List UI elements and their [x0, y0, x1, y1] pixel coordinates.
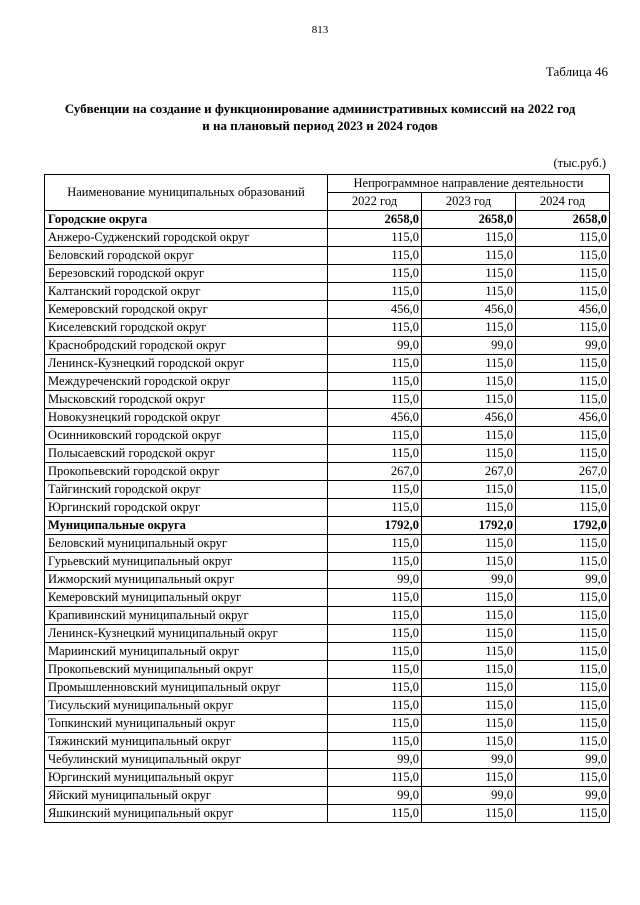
- value-2022: 115,0: [328, 607, 422, 625]
- row-name: Чебулинский муниципальный округ: [45, 751, 328, 769]
- units-label: (тыс.руб.): [553, 156, 606, 170]
- value-2024: 115,0: [516, 643, 610, 661]
- value-2022: 115,0: [328, 499, 422, 517]
- table-row: [45, 751, 610, 769]
- row-name: Прокопьевский муниципальный округ: [45, 661, 328, 679]
- table-row: [45, 733, 610, 751]
- row-name: Калтанский городской округ: [45, 283, 328, 301]
- value-2023: 456,0: [422, 301, 516, 319]
- table-row: [45, 499, 610, 517]
- value-2023: 115,0: [422, 391, 516, 409]
- value-2022: 115,0: [328, 355, 422, 373]
- value-2022: 115,0: [328, 679, 422, 697]
- value-2023: 115,0: [422, 697, 516, 715]
- header-name-column: Наименование муниципальных образований: [45, 175, 328, 211]
- row-name: Тяжинский муниципальный округ: [45, 733, 328, 751]
- value-2022: 115,0: [328, 661, 422, 679]
- value-2024: 1792,0: [516, 517, 610, 535]
- row-name: Тайгинский городской округ: [45, 481, 328, 499]
- value-2024: 115,0: [516, 625, 610, 643]
- value-2022: 115,0: [328, 265, 422, 283]
- value-2024: 99,0: [516, 787, 610, 805]
- value-2024: 115,0: [516, 697, 610, 715]
- value-2023: 115,0: [422, 427, 516, 445]
- value-2022: 456,0: [328, 301, 422, 319]
- row-name: Тисульский муниципальный округ: [45, 697, 328, 715]
- value-2024: 115,0: [516, 265, 610, 283]
- title-line-2: и на плановый период 2023 и 2024 годов: [202, 118, 438, 133]
- table-row: [45, 337, 610, 355]
- value-2023: 115,0: [422, 535, 516, 553]
- value-2023: 115,0: [422, 625, 516, 643]
- value-2022: 115,0: [328, 373, 422, 391]
- value-2024: 115,0: [516, 715, 610, 733]
- value-2022: 99,0: [328, 751, 422, 769]
- value-2024: 115,0: [516, 373, 610, 391]
- table-row: [45, 769, 610, 787]
- value-2022: 115,0: [328, 769, 422, 787]
- row-name: Осинниковский городской округ: [45, 427, 328, 445]
- row-name: Междуреченский городской округ: [45, 373, 328, 391]
- row-name: Мысковский городской округ: [45, 391, 328, 409]
- value-2023: 115,0: [422, 265, 516, 283]
- row-name: Краснобродский городской округ: [45, 337, 328, 355]
- value-2024: 115,0: [516, 661, 610, 679]
- value-2024: 115,0: [516, 319, 610, 337]
- value-2022: 115,0: [328, 715, 422, 733]
- table-row: [45, 535, 610, 553]
- row-name: Беловский муниципальный округ: [45, 535, 328, 553]
- row-name: Юргинский городской округ: [45, 499, 328, 517]
- value-2022: 115,0: [328, 283, 422, 301]
- value-2024: 115,0: [516, 733, 610, 751]
- table-row: [45, 283, 610, 301]
- table-row: [45, 463, 610, 481]
- table-row: [45, 229, 610, 247]
- table-row: [45, 589, 610, 607]
- value-2022: 456,0: [328, 409, 422, 427]
- row-name: Полысаевский городской округ: [45, 445, 328, 463]
- row-name: Мариинский муниципальный округ: [45, 643, 328, 661]
- value-2022: 115,0: [328, 229, 422, 247]
- row-name: Гурьевский муниципальный округ: [45, 553, 328, 571]
- table-row: [45, 697, 610, 715]
- row-name: Крапивинский муниципальный округ: [45, 607, 328, 625]
- value-2024: 115,0: [516, 769, 610, 787]
- value-2023: 115,0: [422, 589, 516, 607]
- value-2024: 115,0: [516, 427, 610, 445]
- table-row: [45, 481, 610, 499]
- value-2022: 115,0: [328, 481, 422, 499]
- value-2024: 456,0: [516, 409, 610, 427]
- value-2023: 267,0: [422, 463, 516, 481]
- value-2023: 115,0: [422, 283, 516, 301]
- page-number: 813: [311, 24, 329, 36]
- value-2024: 115,0: [516, 535, 610, 553]
- row-name: Ижморский муниципальный округ: [45, 571, 328, 589]
- value-2023: 115,0: [422, 319, 516, 337]
- value-2022: 115,0: [328, 589, 422, 607]
- value-2022: 115,0: [328, 805, 422, 823]
- row-name: Ленинск-Кузнецкий городской округ: [45, 355, 328, 373]
- value-2023: 115,0: [422, 373, 516, 391]
- table-row: [45, 787, 610, 805]
- row-name: Прокопьевский городской округ: [45, 463, 328, 481]
- row-name: Новокузнецкий городской округ: [45, 409, 328, 427]
- table-group-row: [45, 517, 610, 535]
- table-row: [45, 247, 610, 265]
- table-group-row: [45, 211, 610, 229]
- value-2023: 115,0: [422, 247, 516, 265]
- value-2024: 115,0: [516, 229, 610, 247]
- table-row: [45, 265, 610, 283]
- table-row: [45, 715, 610, 733]
- table-label: Таблица 46: [545, 64, 608, 79]
- value-2023: 99,0: [422, 787, 516, 805]
- value-2023: 115,0: [422, 445, 516, 463]
- row-name: Березовский городской округ: [45, 265, 328, 283]
- value-2023: 115,0: [422, 229, 516, 247]
- value-2022: 99,0: [328, 571, 422, 589]
- value-2023: 115,0: [422, 679, 516, 697]
- row-name: Кемеровский городской округ: [45, 301, 328, 319]
- value-2022: 115,0: [328, 535, 422, 553]
- table-row: [45, 373, 610, 391]
- value-2023: 115,0: [422, 355, 516, 373]
- row-name: Анжеро-Судженский городской округ: [45, 229, 328, 247]
- value-2024: 115,0: [516, 355, 610, 373]
- value-2023: 115,0: [422, 553, 516, 571]
- value-2023: 456,0: [422, 409, 516, 427]
- value-2022: 1792,0: [328, 517, 422, 535]
- row-name: Топкинский муниципальный округ: [45, 715, 328, 733]
- value-2023: 115,0: [422, 643, 516, 661]
- row-name: Киселевский городской округ: [45, 319, 328, 337]
- value-2023: 115,0: [422, 769, 516, 787]
- value-2023: 2658,0: [422, 211, 516, 229]
- row-name: Яшкинский муниципальный округ: [45, 805, 328, 823]
- value-2024: 99,0: [516, 751, 610, 769]
- value-2022: 115,0: [328, 697, 422, 715]
- value-2024: 267,0: [516, 463, 610, 481]
- value-2024: 115,0: [516, 589, 610, 607]
- row-name: Муниципальные округа: [45, 517, 328, 535]
- table-row: [45, 805, 610, 823]
- header-year-2023: 2023 год: [422, 193, 516, 211]
- row-name: Ленинск-Кузнецкий муниципальный округ: [45, 625, 328, 643]
- value-2024: 115,0: [516, 481, 610, 499]
- header-group-column: Непрограммное направление деятельности: [328, 175, 610, 193]
- value-2022: 115,0: [328, 733, 422, 751]
- value-2023: 1792,0: [422, 517, 516, 535]
- value-2024: 2658,0: [516, 211, 610, 229]
- value-2022: 267,0: [328, 463, 422, 481]
- value-2024: 115,0: [516, 553, 610, 571]
- value-2023: 115,0: [422, 715, 516, 733]
- table-row: [45, 319, 610, 337]
- value-2022: 115,0: [328, 391, 422, 409]
- table-row: [45, 445, 610, 463]
- table-row: [45, 643, 610, 661]
- table-row: [45, 661, 610, 679]
- header-year-2024: 2024 год: [516, 193, 610, 211]
- value-2022: 115,0: [328, 445, 422, 463]
- table-title: [0, 100, 640, 134]
- table-row: [45, 427, 610, 445]
- table-row: [45, 301, 610, 319]
- table-row: [45, 679, 610, 697]
- table-row: [45, 355, 610, 373]
- value-2022: 115,0: [328, 319, 422, 337]
- table-row: [45, 571, 610, 589]
- value-2022: 115,0: [328, 625, 422, 643]
- value-2023: 115,0: [422, 661, 516, 679]
- value-2024: 115,0: [516, 445, 610, 463]
- value-2024: 115,0: [516, 805, 610, 823]
- value-2022: 2658,0: [328, 211, 422, 229]
- value-2024: 115,0: [516, 391, 610, 409]
- value-2024: 99,0: [516, 337, 610, 355]
- value-2022: 115,0: [328, 427, 422, 445]
- value-2023: 115,0: [422, 733, 516, 751]
- value-2022: 99,0: [328, 337, 422, 355]
- value-2023: 99,0: [422, 571, 516, 589]
- value-2024: 115,0: [516, 679, 610, 697]
- table-row: [45, 409, 610, 427]
- value-2024: 456,0: [516, 301, 610, 319]
- table-row: [45, 625, 610, 643]
- table-body: [45, 211, 610, 823]
- row-name: Промышленновский муниципальный округ: [45, 679, 328, 697]
- value-2023: 115,0: [422, 805, 516, 823]
- header-year-2022: 2022 год: [328, 193, 422, 211]
- table-row: [45, 553, 610, 571]
- value-2024: 99,0: [516, 571, 610, 589]
- value-2024: 115,0: [516, 607, 610, 625]
- value-2023: 115,0: [422, 481, 516, 499]
- value-2022: 115,0: [328, 643, 422, 661]
- value-2023: 115,0: [422, 607, 516, 625]
- value-2023: 99,0: [422, 751, 516, 769]
- value-2024: 115,0: [516, 283, 610, 301]
- value-2024: 115,0: [516, 499, 610, 517]
- row-name: Юргинский муниципальный округ: [45, 769, 328, 787]
- value-2023: 99,0: [422, 337, 516, 355]
- subventions-table: [44, 174, 610, 823]
- value-2022: 115,0: [328, 553, 422, 571]
- row-name: Кемеровский муниципальный округ: [45, 589, 328, 607]
- value-2022: 99,0: [328, 787, 422, 805]
- value-2023: 115,0: [422, 499, 516, 517]
- table-row: [45, 607, 610, 625]
- table-row: [45, 391, 610, 409]
- row-name: Беловский городской округ: [45, 247, 328, 265]
- title-line-1: Субвенции на создание и функционирование административных комиссий на 2022 год: [64, 101, 576, 116]
- value-2024: 115,0: [516, 247, 610, 265]
- row-name: Яйский муниципальный округ: [45, 787, 328, 805]
- row-name: Городские округа: [45, 211, 328, 229]
- value-2022: 115,0: [328, 247, 422, 265]
